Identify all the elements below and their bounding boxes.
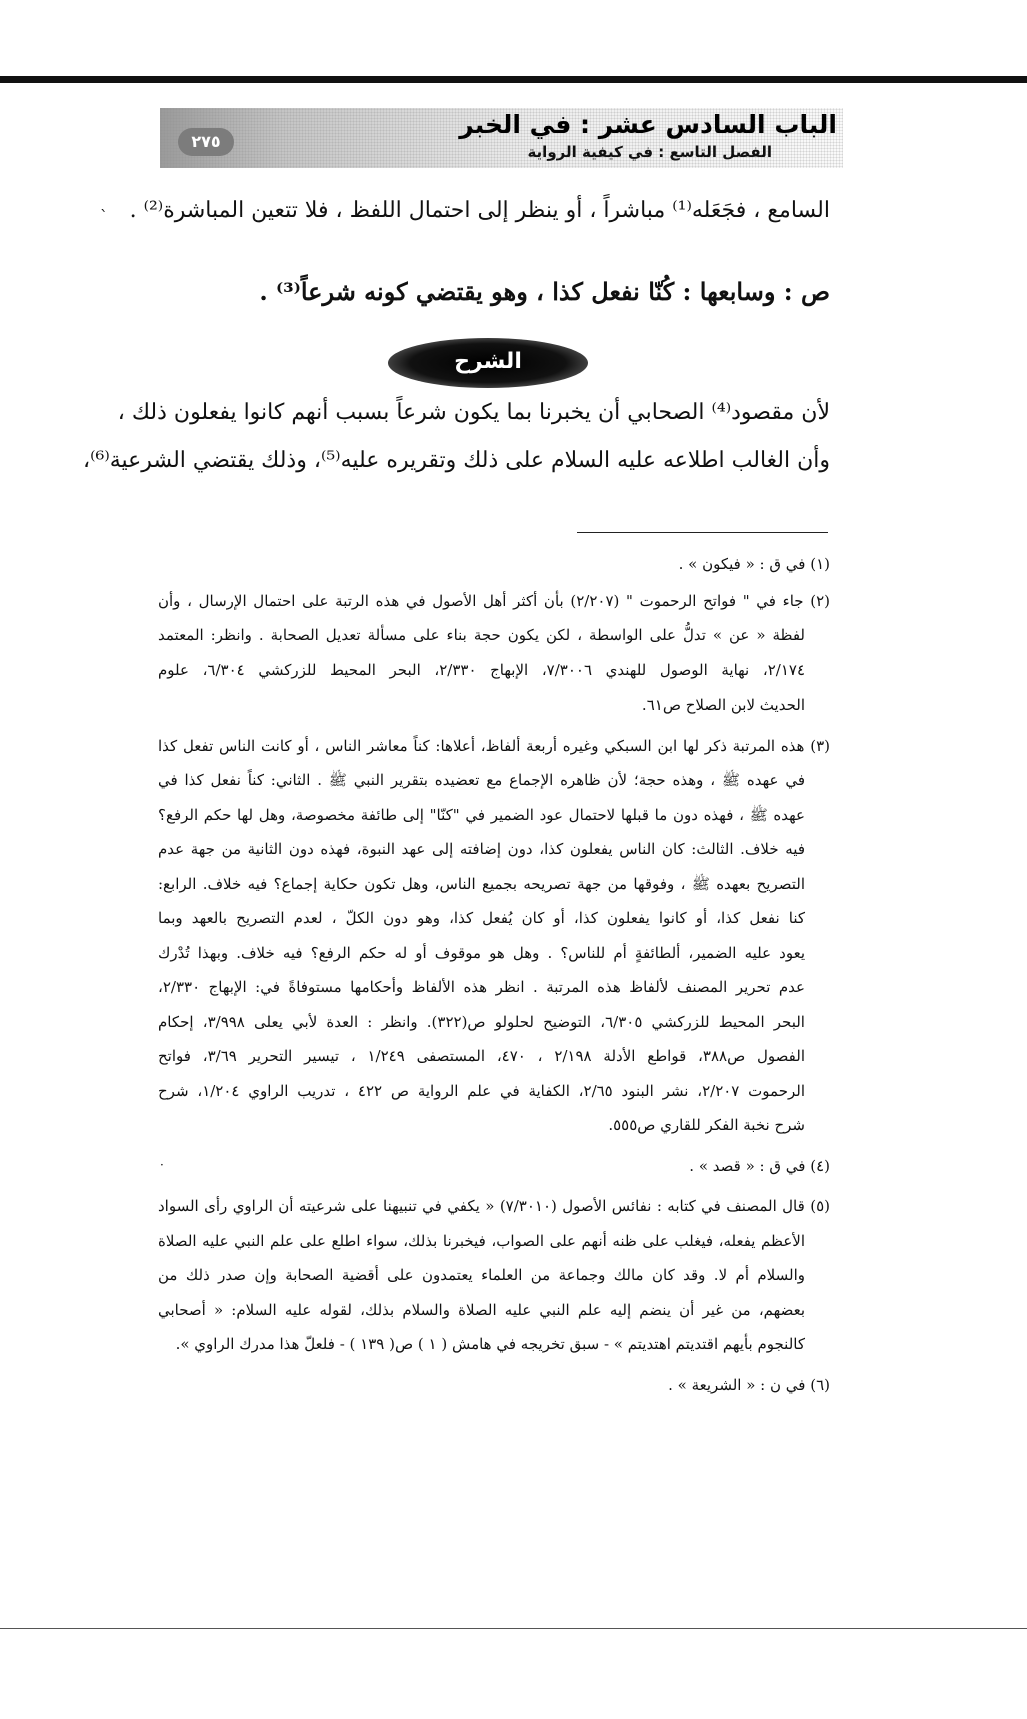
footnote-6: (٦) في ن : « الشريعة » . [668,1376,830,1394]
footnote-3-line: في عهده ﷺ ، وهذه حجة؛ لأن ظاهره الإجماع مع تعضيده بتقرير النبي ﷺ . الثاني: كناً نفعل كذا في [158,771,805,789]
commentary-line: وأن الغالب اطلاعه عليه السلام على ذلك وتقريره عليه⁽⁵⁾، وذلك يقتضي الشرعية⁽⁶⁾، [83,448,830,473]
footnote-1: (١) في ق : « فيكون » . [678,555,830,573]
statement-line: ص : وسابعها : كُنّا نفعل كذا ، وهو يقتضي كونه شرعاً⁽³⁾ . [259,277,830,306]
bottom-rule [0,1628,1027,1629]
footnote-4: (٤) في ق : « قصد » . [689,1157,830,1175]
footnote-2-line: لفظة « عن » تدلُّ على الواسطة ، لكن يكون حجة بناء على مسألة تعديل الصحابة . وانظر: المعتمد [158,626,805,644]
footnote-3-line: شرح نخبة الفكر للقاري ص٥٥٥. [608,1116,805,1134]
section-title: الفصل التاسع : في كيفية الرواية [527,143,772,161]
commentary-line: لأن مقصود⁽⁴⁾ الصحابي أن يخبرنا بما يكون شرعاً بسبب أنهم كانوا يفعلون ذلك ، [117,400,830,425]
footnote-5-line: كالنجوم بأيهم اقتديتم اهتديتم » - سبق تخريجه في هامش ( ١ ) ص( ١٣٩ ) - فلعلّ هذا مدرك الراوي ». [175,1335,805,1353]
footnote-3-line: فيه خلاف. الثالث: كان الناس يفعلون كذا، دون إضافته إلى عهد النبوة، فهذه دون الثانية من جهة عدم [158,840,805,858]
footnote-5-line: (٥) قال المصنف في كتابه : نفائس الأصول (٧/٣٠١٠) « يكفي في تنبيهنا على شرعيته أن الراوي رأى السواد [158,1197,830,1215]
footnote-2-line: الحديث لابن الصلاح ص٦١. [641,696,805,714]
footnote-3-line: الفصول ص٣٨٨، قواطع الأدلة ٢/١٩٨ ، ٤٧٠، المستصفى ١/٢٤٩ ، تيسير التحرير ٣/٦٩، فواتح [158,1047,806,1065]
footnote-2-line: (٢) جاء في " فواتح الرحموت " (٢/٢٠٧) بأن أكثر أهل الأصول في هذه الرتبة على احتمال الإرسال ، وأن [158,592,830,610]
footnote-3-line: الرحموت ٢/٢٠٧، نشر البنود ٢/٦٥، الكفاية في علم الرواية ص ٤٢٢ ، تدريب الراوي ١/٢٠٤، شرح [158,1082,805,1100]
footnote-3-line: كنا نفعل كذا، أو كانوا يفعلون كذا، أو كان يُفعل كذا، وهو دون الكلّ ، لعدم التصريح بالعهد وبما [158,909,805,927]
chapter-title: الباب السادس عشر : في الخبر [459,110,837,139]
page-number: ٢٧٥ [178,128,234,156]
top-rule [0,76,1027,83]
footnote-3-line: يعود عليه الضمير، ألطائفةٍ أم للناس؟ . وهل هو موقوف أو له حكم الرفع؟ فيه خلاف. وبهذا تُدْرك [158,944,805,962]
commentary-heading-badge: الشرح [388,338,588,388]
footnote-3-line: عدم تحرير المصنف لألفاظ هذه المرتبة . انظر هذه الألفاظ وأحكامها مستوفاةً في: الإبهاج ٢/٣٣٠، [158,978,805,996]
footnote-3-line: التصريح بعهده ﷺ ، وفوقها من جهة تصريحه بجميع الناس، وهل تكون حكاية إجماع؟ فيه خلاف. الرابع: [158,875,805,893]
footnote-separator [577,532,828,533]
stray-mark: ` [100,207,108,226]
footnote-2-line: ٢/١٧٤، نهاية الوصول للهندي ٧/٣٠٠٦، الإبهاج ٢/٣٣٠، البحر المحيط للزركشي ٦/٣٠٤، علوم [158,661,805,679]
continuation-line: السامع ، فجَعَله⁽¹⁾ مباشراً ، أو ينظر إلى احتمال اللفظ ، فلا تتعين المباشرة⁽²⁾ . [129,198,830,223]
footnote-3-line: (٣) هذه المرتبة ذكر لها ابن السبكي وغيره أربعة ألفاظ، أعلاها: كناً معاشر الناس ، أو كانت الناس تفعل كذا [158,737,830,755]
footnote-5-line: بعضهم، من غير أن ينضم إليه علم النبي عليه الصلاة والسلام بذلك، لقوله عليه السلام: « أصحابي [158,1301,805,1319]
stray-dot: · [160,1158,164,1172]
footnote-3-line: البحر المحيط للزركشي ٦/٣٠٥، التوضيح لحلولو ص(٣٢٢). وانظر : العدة لأبي يعلى ٣/٩٩٨، إحكام [158,1013,805,1031]
footnote-5-line: والسلام أم لا. وقد كان مالك وجماعة من العلماء يعتمدون على أقضية الصحابة وإن صدر ذلك من [158,1266,805,1284]
footnote-5-line: الأعظم يفعله، فيغلب على ظنه أنهم على الصواب، فيخبرنا بذلك، سواء اطلع على علم النبي عليه الصلاة [158,1232,805,1250]
footnote-3-line: عهده ﷺ ، فهذه دون ما قبلها لاحتمال عود الضمير في "كنّا" إلى طائفة مخصوصة، وهل لها حكم الرفع؟ [158,806,805,824]
